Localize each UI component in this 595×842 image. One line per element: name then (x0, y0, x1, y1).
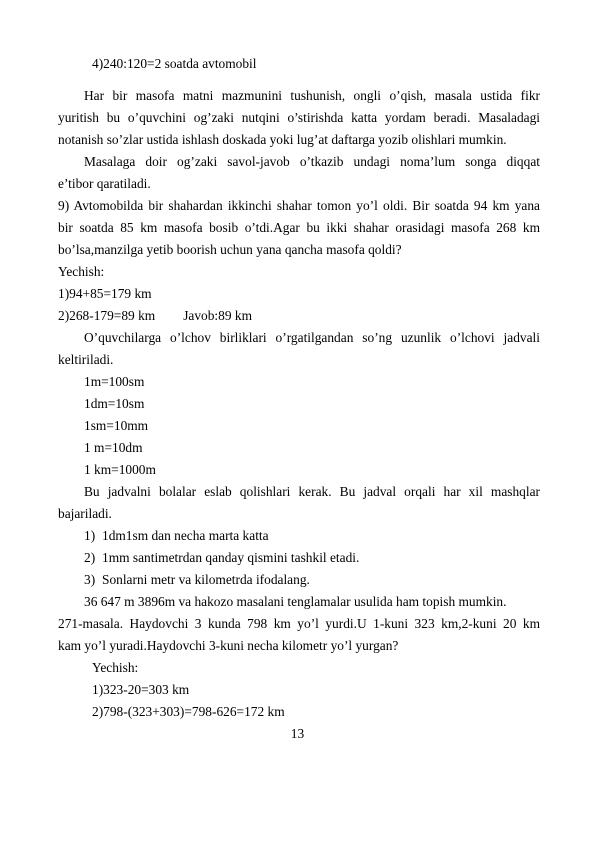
page-number: 13 (290, 726, 305, 741)
paragraph-line: O’quvchilarga o’lchov birliklari o’rgatilgandan so’ng uzunlik o’lchovi jadvali (84, 330, 540, 345)
list-item-text: 1dm1sm dan necha marta katta (102, 528, 269, 543)
unit-table-row: 1 m=10dm (84, 440, 143, 455)
paragraph-line: keltiriladi. (58, 352, 114, 367)
problem-line: kam yo’l yuradi.Haydovchi 3-kuni necha kilometr yo’l yurgan? (58, 638, 399, 653)
paragraph-line: bajariladi. (58, 506, 112, 521)
unit-table-row: 1sm=10mm (84, 418, 149, 433)
solution-step: 1)94+85=179 km (58, 286, 152, 301)
paragraph-line: yuritish bu o’quvchini og’zaki nutqini o’stirishda katta yordam beradi. Masaladagi (58, 110, 540, 125)
solution-heading: Yechish: (58, 264, 105, 279)
solution-step (58, 308, 540, 324)
list-number: 1) (84, 528, 96, 543)
paragraph-line: Masalaga doir og’zaki savol-javob o’tkazib undagi noma’lum songa diqqat (84, 154, 540, 169)
problem-line: bo’lsa,manzilga yetib boorish uchun yana qancha masofa qoldi? (58, 242, 402, 257)
list-number: 3) (84, 572, 96, 587)
problem-line: bir soatda 85 km masofa bosib o’tdi.Agar bu ikki shahar orasidagi masofa 268 km (58, 220, 540, 235)
paragraph-line: 36 647 m 3896m va hakozo masalani tenglamalar usulida ham topish mumkin. (84, 594, 507, 609)
unit-table-row: 1m=100sm (84, 374, 145, 389)
answer-text: Javob:89 km (183, 308, 252, 323)
unit-table-row: 1 km=1000m (84, 462, 156, 477)
list-item-text: Sonlarni metr va kilometrda ifodalang. (102, 572, 310, 587)
solution-step: 1)323-20=303 km (92, 682, 190, 697)
paragraph-line: notanish so’zlar ustida ishlash doskada yoki lug’at daftarga yozib olishlari mumkin. (58, 132, 507, 147)
solution-step: 2)798-(323+303)=798-626=172 km (92, 704, 285, 719)
paragraph-line: Bu jadvalni bolalar eslab qolishlari kerak. Bu jadval orqali har xil mashqlar (84, 484, 540, 499)
list-item-text: 1mm santimetrdan qanday qismini tashkil etadi. (102, 550, 360, 565)
unit-table-row: 1dm=10sm (84, 396, 145, 411)
problem-line: 9) Avtomobilda bir shahardan ikkinchi shahar tomon yo’l oldi. Bir soatda 94 km yana (58, 198, 540, 213)
paragraph-line: Har bir masofa matni mazmunini tushunish, ongli o’qish, masala ustida fikr (84, 88, 540, 103)
list-number: 2) (84, 550, 96, 565)
problem-line: 271-masala. Haydovchi 3 kunda 798 km yo’l yurdi.U 1-kuni 323 km,2-kuni 20 km (58, 616, 540, 631)
solution-heading: Yechish: (92, 660, 139, 675)
paragraph-line: e’tibor qaratiladi. (58, 176, 151, 191)
text-line: 4)240:120=2 soatda avtomobil (92, 56, 257, 71)
solution-step-text: 2)268-179=89 km (58, 308, 156, 323)
